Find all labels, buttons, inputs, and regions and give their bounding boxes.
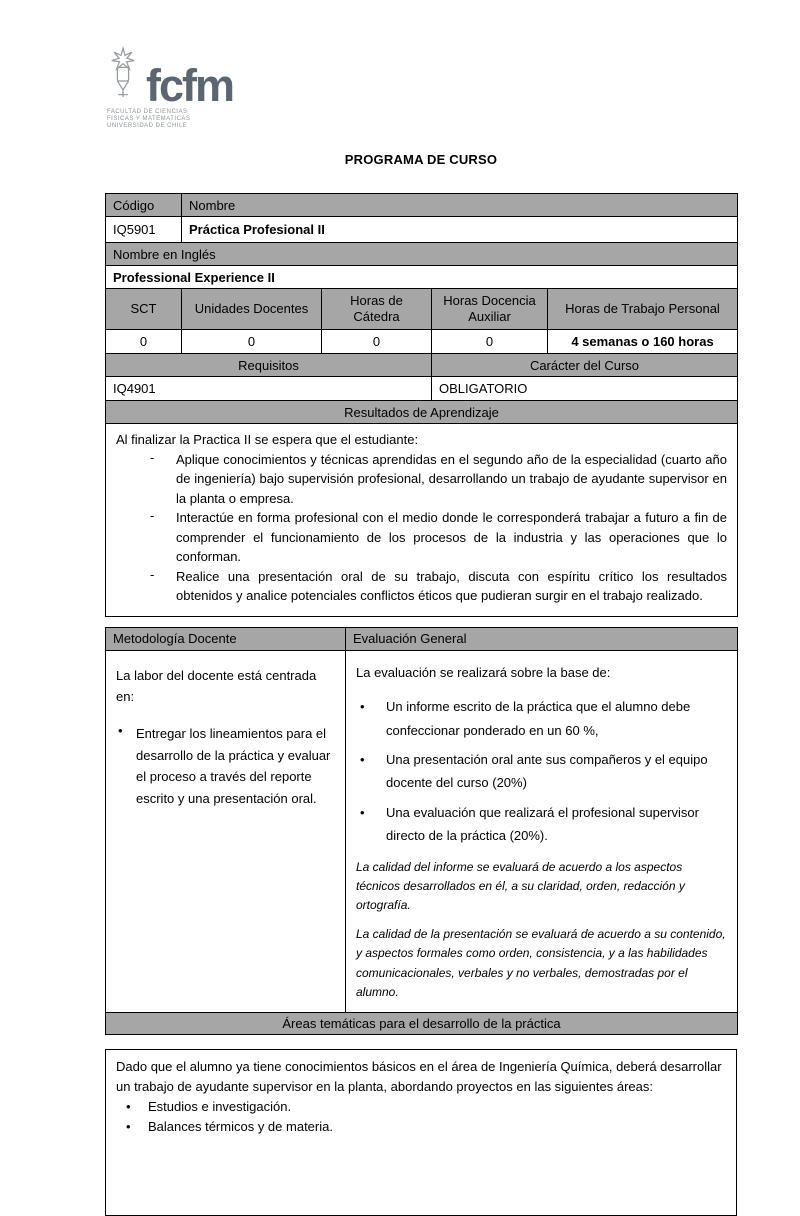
evaluacion-content-cell [346, 650, 738, 1012]
table-row [106, 194, 738, 217]
bullet-marker [126, 1097, 148, 1117]
evaluacion-item: Una presentación oral ante sus compañeros y el equipo docente del curso (20%) [386, 752, 708, 791]
spacer [105, 1035, 737, 1049]
evaluacion-intro: La evaluación se realizará sobre la base de: [356, 664, 611, 680]
sct-header-cell: SCT [106, 289, 182, 330]
caracter-header-cell: Carácter del Curso [432, 354, 738, 377]
bullet-marker [118, 723, 136, 809]
evaluacion-header-cell: Evaluación General [346, 627, 738, 650]
areas-item: Balances térmicos y de materia. [148, 1119, 333, 1135]
dash-marker [150, 450, 176, 509]
table-row [106, 243, 738, 266]
nombre-value-cell: Práctica Profesional II [182, 217, 738, 243]
list-item [114, 508, 729, 567]
unidades-docentes-header-cell: Unidades Docentes [182, 289, 322, 330]
logo-subtext-line: FISICAS Y MATEMATICAS [107, 116, 191, 122]
horas-trabajo-header-cell: Horas de Trabajo Personal [548, 289, 738, 330]
table-row [106, 289, 738, 330]
list-item [114, 450, 729, 509]
areas-intro: Dado que el alumno ya tiene conocimientos básicos en el área de Ingeniería Química, deberá desarrollar un trabajo de ayudante supervisor en la planta, abordando proyectos en las siguientes áreas: [116, 1058, 722, 1095]
fcfm-logo [107, 46, 357, 130]
horas-catedra-value-cell: 0 [322, 330, 432, 354]
resultados-header-cell: Resultados de Aprendizaje [106, 401, 738, 424]
caracter-value-cell: OBLIGATORIO [432, 377, 738, 401]
table-row [106, 650, 738, 1012]
bullet-marker [360, 748, 386, 795]
requisitos-header-cell: Requisitos [106, 354, 432, 377]
list-item [114, 567, 729, 606]
methodology-evaluation-table [105, 627, 738, 1035]
list-item [114, 1097, 726, 1117]
areas-content-cell [106, 1049, 737, 1215]
table-row [106, 401, 738, 424]
horas-trabajo-value-cell: 4 semanas o 160 horas [548, 330, 738, 354]
fcfm-wordmark: fcfm [146, 60, 234, 111]
nombre-ingles-value-cell: Professional Experience II [106, 266, 738, 289]
table-row [106, 266, 738, 289]
logo-top [107, 46, 357, 111]
evaluacion-item: Un informe escrito de la práctica que el alumno debe confeccionar ponderado en un 60 %, [386, 699, 691, 738]
logo-subtext [107, 109, 357, 130]
codigo-value-cell: IQ5901 [106, 217, 182, 243]
requisitos-value-cell: IQ4901 [106, 377, 432, 401]
nombre-header-cell: Nombre [182, 194, 738, 217]
horas-docencia-header-cell: Horas Docencia Auxiliar [432, 289, 548, 330]
bullet-marker [126, 1117, 148, 1137]
bullet-marker [360, 801, 386, 848]
evaluacion-note: La calidad del informe se evaluará de acuerdo a los aspectos técnicos desarrollados en él, a su claridad, orden, redacción y ortografía. [356, 859, 685, 913]
metodologia-item: Entregar los lineamientos para el desarrollo de la práctica y evaluar el proceso a través del reporte escrito y una presentación oral. [136, 726, 331, 806]
metodologia-header-cell: Metodología Docente [106, 627, 346, 650]
unidades-docentes-value-cell: 0 [182, 330, 322, 354]
nombre-ingles-header-cell: Nombre en Inglés [106, 243, 738, 266]
horas-catedra-header-cell: Horas de Cátedra [322, 289, 432, 330]
table-row [106, 330, 738, 354]
spacer [105, 617, 737, 627]
logo-subtext-line: FACULTAD DE CIENCIAS [107, 109, 188, 115]
list-item [356, 695, 727, 742]
logo-subtext-line: UNIVERSIDAD DE CHILE [107, 123, 188, 129]
areas-table [105, 1049, 737, 1216]
resultados-item: Interactúe en forma profesional con el medio donde le corresponderá trabajar a futuro a fin de comprender el funcionamiento de los procesos de la industria y las operaciones que lo conforman. [176, 510, 727, 564]
sct-value-cell: 0 [106, 330, 182, 354]
course-info-table [105, 193, 738, 617]
list-item [116, 723, 335, 809]
table-row [106, 377, 738, 401]
metodologia-intro: La labor del docente está centrada en: [116, 667, 317, 704]
areas-header-cell: Áreas temáticas para el desarrollo de la práctica [106, 1012, 738, 1034]
dash-marker [150, 508, 176, 567]
table-row [106, 424, 738, 617]
dash-marker [150, 567, 176, 606]
table-row [106, 627, 738, 650]
list-item [356, 801, 727, 848]
list-item [114, 1117, 726, 1137]
university-crest-icon [107, 46, 139, 105]
table-row [106, 217, 738, 243]
bullet-marker [360, 695, 386, 742]
evaluacion-item: Una evaluación que realizará el profesional supervisor directo de la práctica (20%). [386, 804, 699, 844]
resultados-item: Realice una presentación oral de su trabajo, discuta con espíritu crítico los resultados obtenidos y analice potenciales conflictos éticos que pudieran surgir en el trabajo realizado. [176, 568, 727, 603]
areas-item: Estudios e investigación. [148, 1099, 292, 1115]
resultados-content-cell [106, 424, 738, 617]
table-row [106, 354, 738, 377]
evaluacion-note: La calidad de la presentación se evaluará de acuerdo a su contenido, y aspectos formales como orden, consistencia, y a las habilidades comunicacionales, verbales y no verbales, demostradas por el alumno. [356, 927, 726, 999]
table-row [106, 1049, 737, 1215]
resultados-intro: Al finalizar la Practica II se espera que el estudiante: [116, 432, 419, 447]
codigo-header-cell: Código [106, 194, 182, 217]
table-row [106, 1012, 738, 1034]
metodologia-content-cell [106, 650, 346, 1012]
page-title: PROGRAMA DE CURSO [344, 152, 498, 167]
horas-docencia-value-cell: 0 [432, 330, 548, 354]
list-item [356, 748, 727, 795]
resultados-item: Aplique conocimientos y técnicas aprendidas en el segundo año de la especialidad (cuarto año de ingeniería) bajo supervisión profesional, desarrollando un trabajo de ayudante supervisor en la planta o empresa. [176, 451, 727, 506]
